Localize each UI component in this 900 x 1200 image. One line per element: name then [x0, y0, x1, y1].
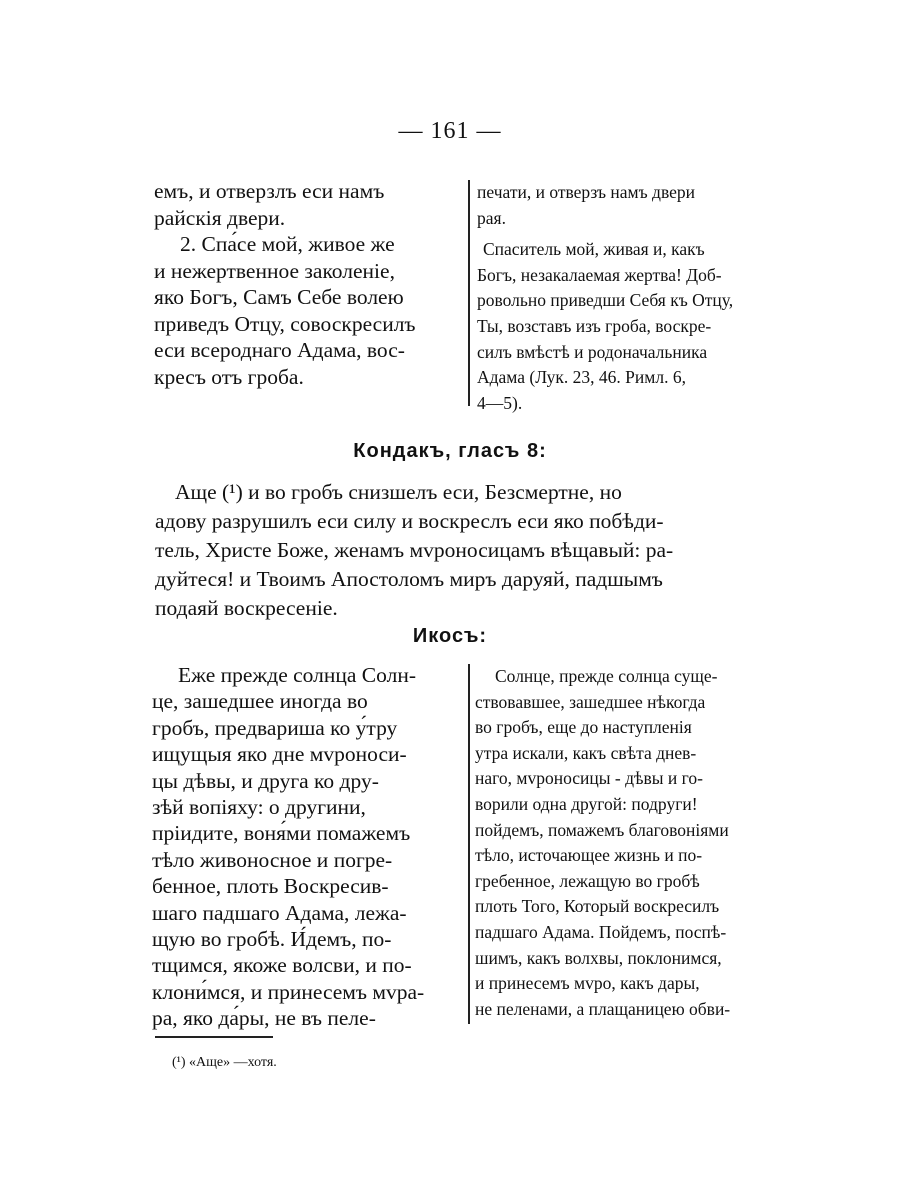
text-line: гребенное, лежащую во гробѣ — [475, 870, 700, 891]
text-line: це, зашедшее иногда во — [152, 689, 368, 714]
text-line: тель, Христе Боже, женамъ мvроносицамъ вѣщавый: ра- — [155, 538, 674, 562]
text-line: и принесемъ мvро, какъ дары, — [475, 973, 700, 994]
text-line: подаяй воскресеніе. — [155, 596, 338, 620]
text-line: райскія двери. — [154, 205, 286, 230]
text-line: наго, мvроносицы - дѣвы и го- — [475, 768, 703, 789]
text-line: пріидите, воня́ми помажемъ — [152, 821, 411, 846]
text-line: клони́мся, и принесемъ мvра- — [152, 979, 425, 1004]
kondak-heading: Кондакъ, гласъ 8: — [353, 440, 547, 462]
ikos-heading: Икосъ: — [412, 625, 488, 647]
text-line: печати, и отверзъ намъ двери — [477, 182, 695, 202]
text-line: зѣй вопіяху: о другини, — [152, 795, 366, 820]
text-line: приведъ Отцу, совоскресилъ — [154, 311, 416, 336]
text-line: тѣло, источающее жизнь и по- — [475, 845, 703, 866]
column-divider — [468, 664, 470, 1024]
page-number: — 161 — — [398, 118, 502, 144]
text-line: пойдемъ, помажемъ благовоніями — [475, 819, 729, 840]
text-line: цы дѣвы, и друга ко дру- — [152, 768, 379, 793]
column-divider — [468, 180, 470, 406]
text-line: рая. — [477, 207, 506, 228]
text-line: дуйтеся! и Твоимъ Апостоломъ миръ даруяй, падшымъ — [155, 567, 663, 591]
kondak-text — [155, 478, 780, 623]
text-line: еси всероднаго Адама, вос- — [154, 338, 405, 362]
text-line: адову разрушилъ еси силу и воскреслъ еси яко побѣди- — [155, 509, 664, 533]
text-line: бенное, плоть Воскресив- — [152, 874, 389, 899]
text-line: тѣло живоносное и погре- — [152, 847, 393, 872]
text-line: емъ, и отверзлъ еси намъ — [154, 179, 385, 203]
russian-translation-column-ikos — [475, 664, 785, 1022]
text-line: и нежертвенное заколеніе, — [154, 258, 395, 283]
text-line: тщимся, якоже волсви, и по- — [152, 953, 412, 978]
text-line: Ты, возставъ изъ гроба, воскре- — [477, 315, 712, 336]
text-line: утра искали, какъ свѣта днев- — [475, 742, 697, 763]
text-line: Богъ, незакалаемая жертва! Доб- — [477, 264, 722, 285]
text-line: падшаго Адама. Пойдемъ, поспѣ- — [475, 921, 727, 942]
text-line: ра, яко да́ры, не въ пеле- — [152, 1006, 376, 1031]
text-line: ствовавшее, зашедшее нѣкогда — [475, 691, 706, 712]
footnote: (¹) «Аще» —хотя. — [172, 1055, 277, 1070]
text-line: во гробъ, еще до наступленія — [475, 717, 692, 738]
text-line: ищущыя яко дне мvроноси- — [152, 742, 407, 767]
text-line: гробъ, предвариша ко у́тру — [152, 715, 398, 740]
text-line: Адама (Лук. 23, 46. Римл. 6, — [477, 367, 686, 388]
text-line: 4—5). — [477, 392, 523, 413]
text-line: Еже прежде солнца Солн- — [178, 663, 417, 687]
text-line: шаго падшаго Адама, лежа- — [152, 900, 407, 925]
text-line: Аще (¹) и во гробъ снизшелъ еси, Безсмертне, но — [175, 480, 622, 504]
church-slavonic-column-top — [154, 178, 462, 390]
russian-translation-column-top — [477, 180, 782, 416]
church-slavonic-column-ikos — [152, 662, 462, 1032]
text-line: 2. Спа́се мой, живое же — [180, 232, 395, 256]
text-line: ровольно приведши Себя къ Отцу, — [477, 290, 734, 311]
text-line: Солнце, прежде солнца суще- — [495, 666, 718, 686]
footnote-rule — [155, 1036, 273, 1038]
text-line: щую во гробѣ. И́демъ, по- — [152, 927, 392, 952]
text-line: яко Богъ, Самъ Себе волею — [154, 285, 404, 309]
text-line: плоть Того, Который воскресилъ — [475, 896, 720, 917]
text-line: Спаситель мой, живая и, какъ — [483, 239, 705, 260]
text-line: силъ вмѣстѣ и родоначальника — [477, 341, 708, 362]
text-line: ворили одна другой: подруги! — [475, 793, 698, 814]
text-line: не пеленами, а плащаницею обви- — [475, 998, 731, 1019]
text-line: шимъ, какъ волхвы, поклонимся, — [475, 947, 722, 968]
text-line: кресъ отъ гроба. — [154, 364, 304, 389]
